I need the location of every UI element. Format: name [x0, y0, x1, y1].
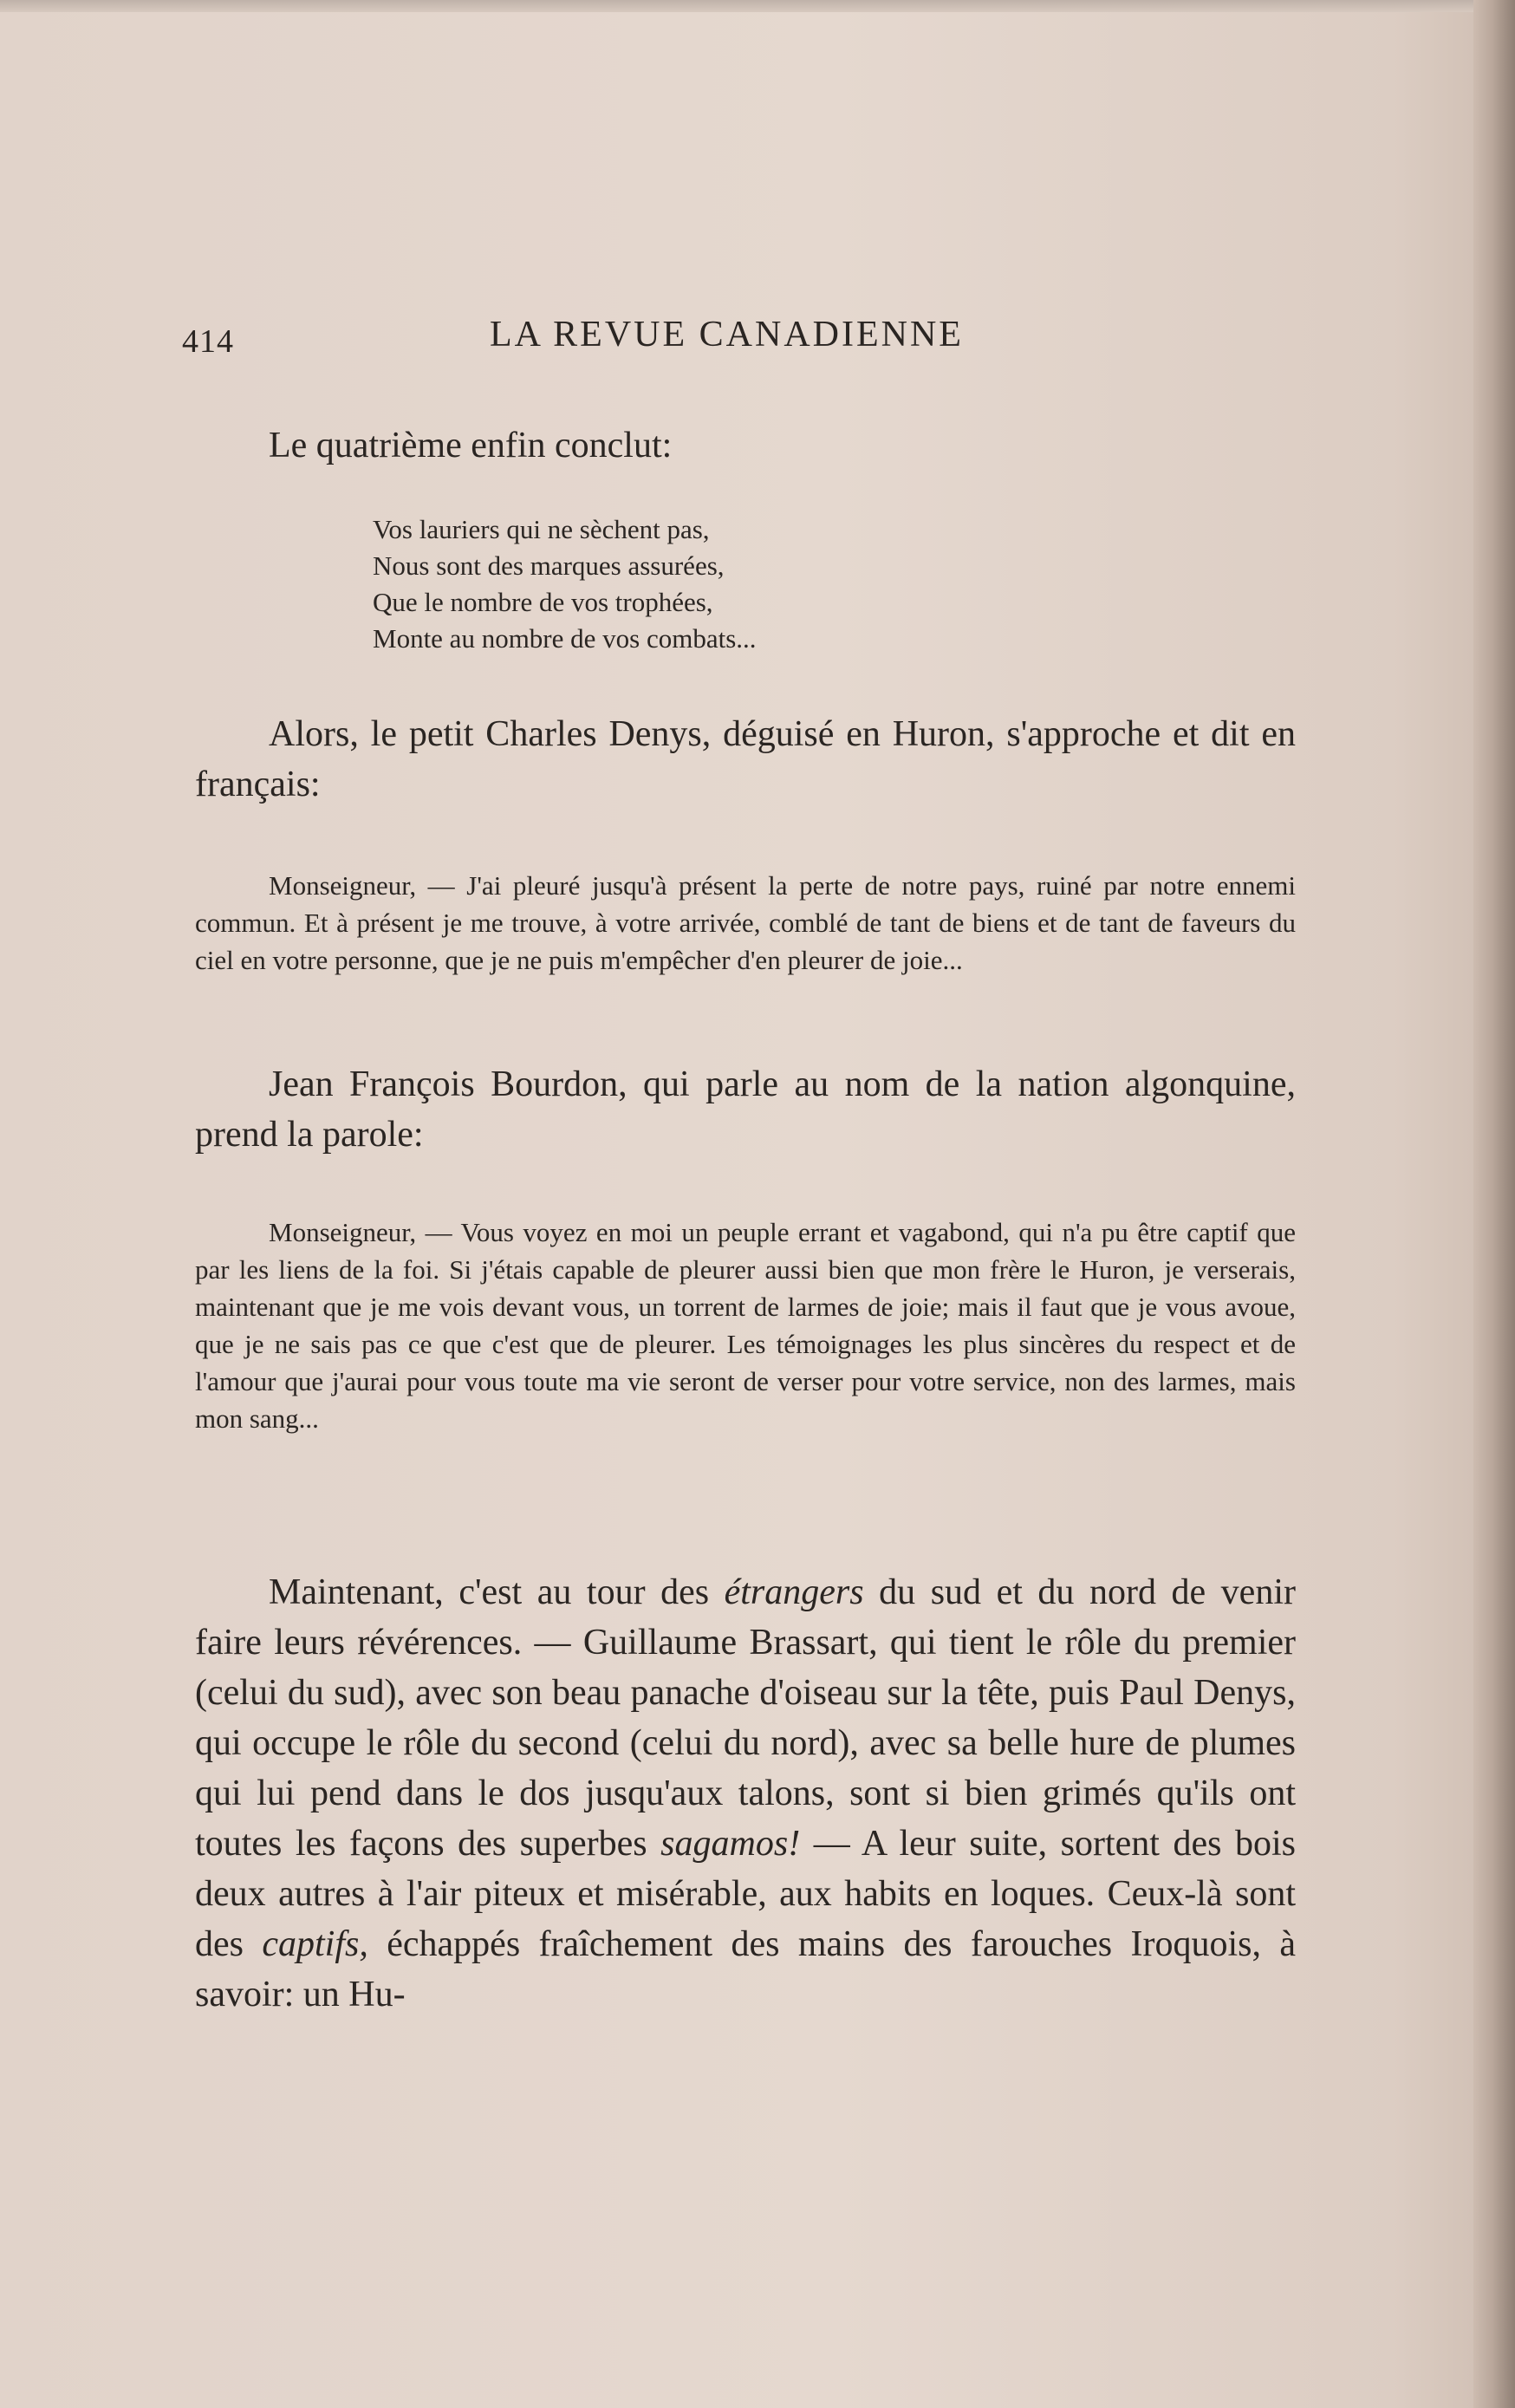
- page-top-edge: [0, 0, 1473, 12]
- text-run: échappés fraîchement des mains des farouches Iroquois, à savoir: un Hu-: [195, 1924, 1296, 2014]
- text-run: du sud et du nord de venir faire leurs révérences. — Guillaume Brassart, qui tient le rôle du premier (celui du sud), avec son beau panache d'oiseau sur la tête, puis Paul Denys, qui occupe le rôle du second (celui du nord), avec sa belle hure de plumes qui lui pend dans le dos jusqu'aux talons, sont si bien grimés qu'ils ont toutes les façons des superbes: [195, 1572, 1296, 1864]
- paragraph-etrangers: [195, 1567, 1296, 2020]
- text-run: — A leur suite, sortent des bois deux autres à l'air piteux et misérable, aux habits en loques. Ceux-là sont des: [195, 1824, 1296, 1964]
- verse-line: Vos lauriers qui ne sèchent pas,: [373, 514, 710, 544]
- page-number: 414: [182, 323, 234, 360]
- running-title: LA REVUE CANADIENNE: [490, 315, 964, 355]
- speech-algonquin: Monseigneur, — Vous voyez en moi un peuple errant et vagabond, qui n'a pu être captif que par les liens de la foi. Si j'étais capable de pleurer aussi bien que mon frère le Huron, je verserais, maintenant que je me vois devant vous, un torrent de larmes de joie; mais il faut que je vous avoue, que je ne sais pas ce que c'est que de pleurer. Les témoignages les plus sincères du respect et de l'amour que j'aurai pour vous toute ma vie seront de verser pour votre service, non des larmes, mais mon sang...: [195, 1217, 1296, 1434]
- paragraph-bourdon: Jean François Bourdon, qui parle au nom de la nation algonquine, prend la parole:: [195, 1064, 1296, 1155]
- verse-block: [373, 511, 757, 657]
- page-header: [182, 314, 1309, 366]
- emphasis-sagamos: sagamos!: [660, 1824, 801, 1864]
- emphasis-etrangers: étrangers: [724, 1572, 864, 1612]
- emphasis-captifs: captifs,: [262, 1924, 368, 1964]
- paragraph-charles-denys: Alors, le petit Charles Denys, déguisé en Huron, s'approche et dit en français:: [195, 714, 1296, 804]
- verse-line: Que le nombre de vos trophées,: [373, 587, 713, 617]
- speech-huron: Monseigneur, — J'ai pleuré jusqu'à présent la perte de notre pays, ruiné par notre ennemi commun. Et à présent je me trouve, à votre arrivée, comblé de tant de biens et de tant de faveurs du ciel en votre personne, que je ne puis m'empêcher d'en pleurer de joie...: [195, 870, 1296, 975]
- verse-line: Monte au nombre de vos combats...: [373, 623, 757, 654]
- text-run: Maintenant, c'est au tour des: [269, 1572, 725, 1612]
- book-spine-shadow: [1473, 0, 1515, 2408]
- paragraph-intro: Le quatrième enfin conclut:: [269, 426, 673, 465]
- verse-line: Nous sont des marques assurées,: [373, 550, 725, 581]
